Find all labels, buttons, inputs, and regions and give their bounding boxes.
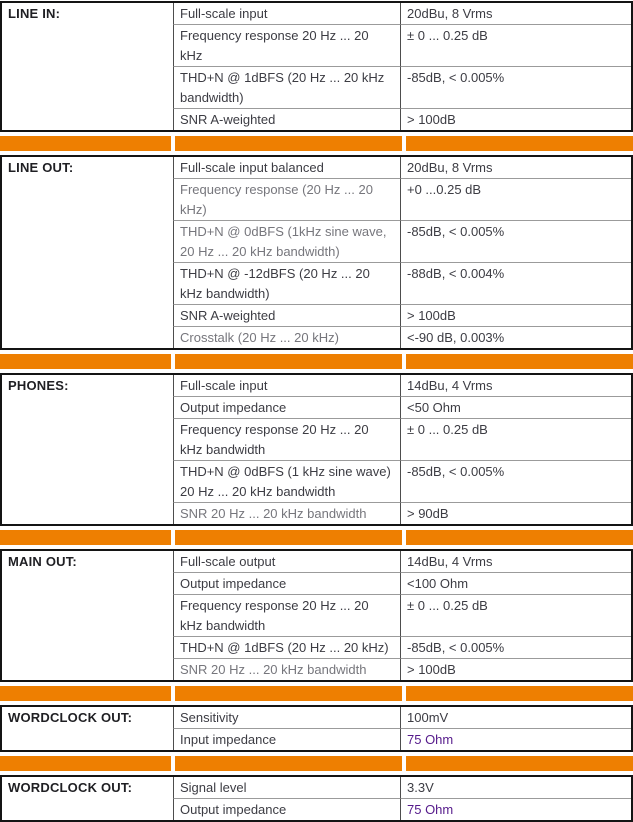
spec-value: 14dBu, 4 Vrms <box>400 551 631 573</box>
spec-property: Input impedance <box>173 729 400 750</box>
spec-section-main-out <box>0 549 633 682</box>
spec-property: THD+N @ 1dBFS (20 Hz ... 20 kHz) <box>173 637 400 659</box>
spec-value: 100mV <box>400 707 631 729</box>
separator-segment <box>406 136 633 151</box>
section-separator <box>0 136 633 151</box>
section-label: WORDCLOCK OUT: <box>8 710 133 725</box>
spec-property: Full-scale output <box>173 551 400 573</box>
spec-value: > 100dB <box>400 109 631 130</box>
separator-segment <box>0 530 171 545</box>
separator-segment <box>0 136 171 151</box>
spec-value: ± 0 ... 0.25 dB <box>400 595 631 637</box>
spec-property: THD+N @ -12dBFS (20 Hz ... 20 kHz bandwidth) <box>173 263 400 305</box>
spec-value: > 90dB <box>400 503 631 524</box>
spec-property: Frequency response 20 Hz ... 20 kHz <box>173 25 400 67</box>
spec-section-wordclock-out-1 <box>0 705 633 752</box>
spec-value-visited-link[interactable]: 75 Ohm <box>400 799 631 820</box>
section-separator <box>0 686 633 701</box>
separator-segment <box>0 756 171 771</box>
spec-property: THD+N @ 0dBFS (1 kHz sine wave) 20 Hz ... 20 kHz bandwidth <box>173 461 400 503</box>
separator-segment <box>175 354 402 369</box>
spec-property: Frequency response 20 Hz ... 20 kHz bandwidth <box>173 419 400 461</box>
section-label: WORDCLOCK OUT: <box>8 780 133 795</box>
spec-property: THD+N @ 0dBFS (1kHz sine wave, 20 Hz ... 20 kHz bandwidth) <box>173 221 400 263</box>
separator-segment <box>406 756 633 771</box>
section-label: LINE IN: <box>8 6 61 21</box>
separator-segment <box>406 354 633 369</box>
spec-property: SNR A-weighted <box>173 109 400 130</box>
spec-value: +0 ...0.25 dB <box>400 179 631 221</box>
spec-value: -85dB, < 0.005% <box>400 221 631 263</box>
section-separator <box>0 756 633 771</box>
spec-property: Full-scale input <box>173 3 400 25</box>
spec-section-line-out <box>0 155 633 350</box>
spec-section-phones <box>0 373 633 526</box>
section-separator <box>0 530 633 545</box>
separator-segment <box>175 530 402 545</box>
spec-value: 3.3V <box>400 777 631 799</box>
section-label: PHONES: <box>8 378 69 393</box>
spec-value: -85dB, < 0.005% <box>400 637 631 659</box>
spec-property: Output impedance <box>173 799 400 820</box>
spec-value: <50 Ohm <box>400 397 631 419</box>
spec-property: Crosstalk (20 Hz ... 20 kHz) <box>173 327 400 348</box>
separator-segment <box>406 686 633 701</box>
spec-value: 14dBu, 4 Vrms <box>400 375 631 397</box>
spec-value: <100 Ohm <box>400 573 631 595</box>
spec-value: 20dBu, 8 Vrms <box>400 157 631 179</box>
spec-value: 20dBu, 8 Vrms <box>400 3 631 25</box>
section-label: LINE OUT: <box>8 160 74 175</box>
separator-segment <box>175 756 402 771</box>
spec-property: Sensitivity <box>173 707 400 729</box>
spec-property: THD+N @ 1dBFS (20 Hz ... 20 kHz bandwidth) <box>173 67 400 109</box>
separator-segment <box>175 136 402 151</box>
spec-value: -85dB, < 0.005% <box>400 461 631 503</box>
separator-segment <box>406 530 633 545</box>
separator-segment <box>0 354 171 369</box>
spec-property: Signal level <box>173 777 400 799</box>
spec-property: Output impedance <box>173 573 400 595</box>
spec-property: SNR A-weighted <box>173 305 400 327</box>
spec-value: -88dB, < 0.004% <box>400 263 631 305</box>
spec-property: Full-scale input balanced <box>173 157 400 179</box>
spec-value: > 100dB <box>400 659 631 680</box>
spec-section-line-in <box>0 1 633 132</box>
spec-property: SNR 20 Hz ... 20 kHz bandwidth <box>173 659 400 680</box>
section-label: MAIN OUT: <box>8 554 77 569</box>
spec-value: > 100dB <box>400 305 631 327</box>
spec-property: SNR 20 Hz ... 20 kHz bandwidth <box>173 503 400 524</box>
section-separator <box>0 354 633 369</box>
spec-value-visited-link[interactable]: 75 Ohm <box>400 729 631 750</box>
spec-value: -85dB, < 0.005% <box>400 67 631 109</box>
spec-property: Output impedance <box>173 397 400 419</box>
separator-segment <box>175 686 402 701</box>
spec-property: Frequency response (20 Hz ... 20 kHz) <box>173 179 400 221</box>
separator-segment <box>0 686 171 701</box>
spec-section-wordclock-out-2 <box>0 775 633 822</box>
spec-value: <-90 dB, 0.003% <box>400 327 631 348</box>
spec-value: ± 0 ... 0.25 dB <box>400 419 631 461</box>
spec-property: Frequency response 20 Hz ... 20 kHz bandwidth <box>173 595 400 637</box>
spec-property: Full-scale input <box>173 375 400 397</box>
spec-value: ± 0 ... 0.25 dB <box>400 25 631 67</box>
